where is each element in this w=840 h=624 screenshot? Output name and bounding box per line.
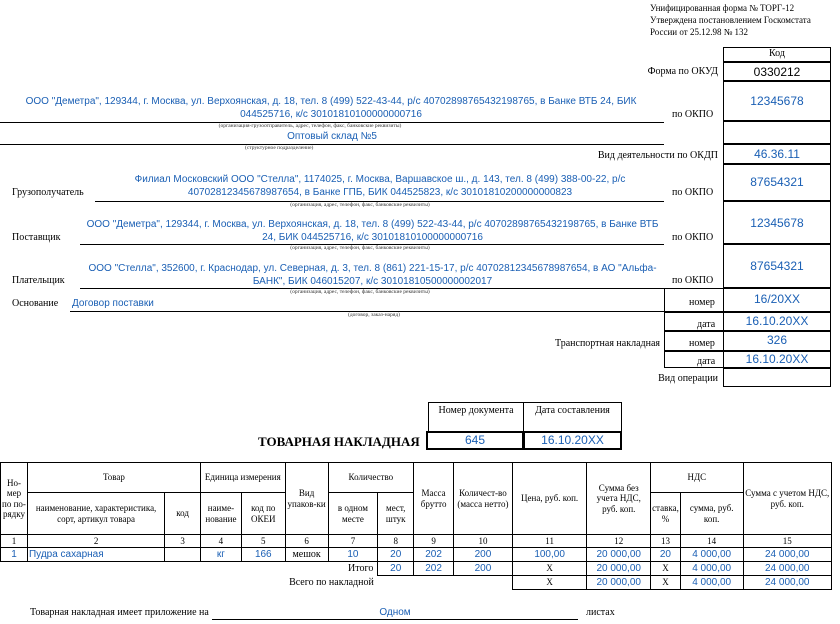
okpo-label-shipper: по ОКПО	[672, 109, 714, 120]
transport-number: 326	[723, 331, 831, 351]
basis-label: Основание	[12, 298, 59, 309]
doc-number-header: Номер документа	[428, 402, 524, 432]
itogo-sum: 20 000,00	[587, 562, 651, 576]
total-gross: 202	[426, 577, 441, 588]
total-vat-rate: Х	[651, 576, 681, 590]
col-num: 9	[414, 535, 454, 548]
row-places: 20	[378, 548, 414, 562]
col-num: 4	[200, 535, 241, 548]
operation-code	[723, 368, 831, 387]
table-row	[1, 548, 832, 562]
division-text: Оптовый склад №5	[287, 131, 377, 142]
th-goods-code: код	[165, 493, 201, 535]
code-title: Код	[723, 47, 831, 62]
th-vat-sum: сумма, руб. коп.	[680, 493, 743, 535]
col-num: 11	[512, 535, 587, 548]
payer-text: ООО "Стелла", 352600, г. Краснодар, ул. Северная, д. 3, тел. 8 (861) 221-15-17, р/с 40702812345678987654, в АО "Альфа-БАНК", БИК 046015207, к/с 30101810500000002017	[88, 263, 657, 287]
basis-value: Договор поставки	[72, 298, 154, 309]
row-name: Пудра сахарная	[27, 548, 164, 562]
col-num: 3	[165, 535, 201, 548]
th-goods: Товар	[27, 463, 200, 493]
okud-label: Форма по ОКУД	[647, 66, 718, 77]
goods-table	[0, 462, 832, 590]
total-price: Х	[512, 576, 587, 590]
okpo-division-cell	[723, 121, 831, 144]
total-row	[1, 576, 832, 590]
itogo-places: 20	[378, 562, 414, 576]
row-net: 200	[454, 548, 513, 562]
doc-number: 645	[426, 431, 524, 450]
payer-label: Плательщик	[12, 275, 65, 286]
payer-caption: (организация, адрес, телефон, факс, банковские реквизиты)	[290, 289, 430, 295]
form-header-line2: Утверждена постановлением Госкомстата	[650, 15, 811, 25]
th-vat-rate: ставка, %	[651, 493, 681, 535]
total-places: 20	[391, 577, 401, 588]
th-total: Сумма с учетом НДС, руб. коп.	[743, 463, 832, 535]
total-net: 200	[475, 577, 490, 588]
consignee-text: Филиал Московский ООО "Стелла", 1174025, г. Москва, Варшавское ш., д. 143, тел. 8 (499) 388-00-22, р/с 40702812345678987654, в Банке ГПБ, БИК 044525823, к/с 30101810200000000823	[134, 174, 626, 198]
row-total: 24 000,00	[743, 548, 832, 562]
col-num: 5	[241, 535, 285, 548]
col-numbers-row	[1, 535, 832, 548]
supplier-label: Поставщик	[12, 232, 61, 243]
col-num: 6	[285, 535, 328, 548]
basis-date: 16.10.20ХХ	[723, 312, 831, 331]
col-num: 15	[743, 535, 832, 548]
row-vat-sum: 4 000,00	[680, 548, 743, 562]
th-unit: Единица измерения	[200, 463, 285, 493]
doc-date-header: Дата составления	[523, 402, 622, 432]
total-label: Всего по накладной	[289, 576, 374, 588]
doc-title: ТОВАРНАЯ НАКЛАДНАЯ	[258, 434, 420, 449]
itogo-row	[1, 562, 832, 576]
col-num: 13	[651, 535, 681, 548]
th-qty: Количество	[328, 463, 414, 493]
row-sum: 20 000,00	[587, 548, 651, 562]
doc-date: 16.10.20ХХ	[523, 431, 622, 450]
okpo-consignee: 87654321	[723, 164, 831, 201]
form-header-line1: Унифицированная форма № ТОРГ-12	[650, 3, 795, 13]
form-header	[650, 2, 811, 38]
okpo-label-consignee: по ОКПО	[672, 187, 714, 198]
shipper-caption: (организация-грузоотправитель, адрес, телефон, факс, банковские реквизиты)	[218, 123, 402, 129]
row-unit: кг	[200, 548, 241, 562]
col-num: 12	[587, 535, 651, 548]
th-pack: Вид упаков-ки	[285, 463, 328, 535]
itogo-vat-rate: Х	[651, 562, 681, 576]
th-unit-name: наиме-нование	[200, 493, 241, 535]
okdp-code: 46.36.11	[723, 144, 831, 164]
footer-label: Товарная накладная имеет приложение на	[30, 607, 209, 618]
itogo-price: Х	[512, 562, 587, 576]
th-gross: Масса брутто	[414, 463, 454, 535]
transport-date-label: дата	[664, 351, 723, 368]
transport-date: 16.10.20ХХ	[723, 351, 831, 368]
th-net: Количест-во (масса нетто)	[454, 463, 513, 535]
okpo-label-payer: по ОКПО	[672, 275, 714, 286]
row-pack: мешок	[285, 548, 328, 562]
basis-number-label: номер	[664, 288, 723, 312]
col-num: 8	[378, 535, 414, 548]
basis-number: 16/20ХХ	[723, 288, 831, 312]
th-price: Цена, руб. коп.	[512, 463, 587, 535]
col-num: 2	[27, 535, 164, 548]
th-qty-one: в одном месте	[328, 493, 378, 535]
itogo-vat-sum: 4 000,00	[680, 562, 743, 576]
form-header-line3: России от 25.12.98 № 132	[650, 27, 749, 37]
okpo-payer: 87654321	[723, 244, 831, 288]
row-num: 1	[1, 548, 28, 562]
col-num: 14	[680, 535, 743, 548]
okud-code: 0330212	[723, 62, 831, 81]
total-total: 24 000,00	[743, 576, 832, 590]
itogo-total: 24 000,00	[743, 562, 832, 576]
okpo-shipper: 12345678	[723, 81, 831, 121]
th-vat: НДС	[651, 463, 743, 493]
col-num: 10	[454, 535, 513, 548]
consignee-caption: (организация, адрес, телефон, факс, банковские реквизиты)	[290, 202, 430, 208]
col-num: 1	[1, 535, 28, 548]
row-price: 100,00	[512, 548, 587, 562]
th-goods-name: наименование, характеристика, сорт, артикул товара	[27, 493, 164, 535]
total-sum: 20 000,00	[587, 576, 651, 590]
supplier-caption: (организация, адрес, телефон, факс, банковские реквизиты)	[290, 245, 430, 251]
row-qty-one: 10	[328, 548, 378, 562]
transport-number-label: номер	[664, 331, 723, 351]
division-caption: (структурное подразделение)	[245, 145, 314, 151]
row-code	[165, 548, 201, 562]
col-num: 7	[328, 535, 378, 548]
operation-label: Вид операции	[658, 373, 718, 384]
row-vat-rate: 20	[651, 548, 681, 562]
okdp-label: Вид деятельности по ОКДП	[597, 150, 718, 161]
row-okei: 166	[241, 548, 285, 562]
itogo-gross: 202	[414, 562, 454, 576]
th-sum: Сумма без учета НДС, руб. коп.	[587, 463, 651, 535]
itogo-label: Итого	[348, 563, 374, 574]
shipper-text: ООО "Деметра", 129344, г. Москва, ул. Верхоянская, д. 18, тел. 8 (499) 522-43-44, р/с 40702898765432198765, в Банке ВТБ 24, БИК 044525716, к/с 30101810100000000716	[25, 96, 637, 120]
basis-date-label: дата	[664, 312, 723, 331]
footer-unit: листах	[586, 607, 615, 618]
okpo-supplier: 12345678	[723, 201, 831, 244]
supplier-text: ООО "Деметра", 129344, г. Москва, ул. Верхоянская, д. 18, тел. 8 (499) 522-43-44, р/с 40702898765432198765, в Банке ВТБ 24, БИК 044525716, к/с 30101810100000000716	[86, 219, 659, 243]
row-gross: 202	[414, 548, 454, 562]
basis-caption: (договор, заказ-наряд)	[348, 312, 401, 318]
consignee-label: Грузополучатель	[12, 187, 84, 198]
footer-value: Одном	[379, 607, 411, 618]
transport-label: Транспортная накладная	[555, 338, 660, 349]
th-num: Но-мер по по-рядку	[1, 463, 28, 535]
total-vat-sum: 4 000,00	[680, 576, 743, 590]
okpo-label-supplier: по ОКПО	[672, 232, 714, 243]
th-unit-okei: код по ОКЕИ	[241, 493, 285, 535]
itogo-net: 200	[454, 562, 513, 576]
th-qty-places: мест, штук	[378, 493, 414, 535]
